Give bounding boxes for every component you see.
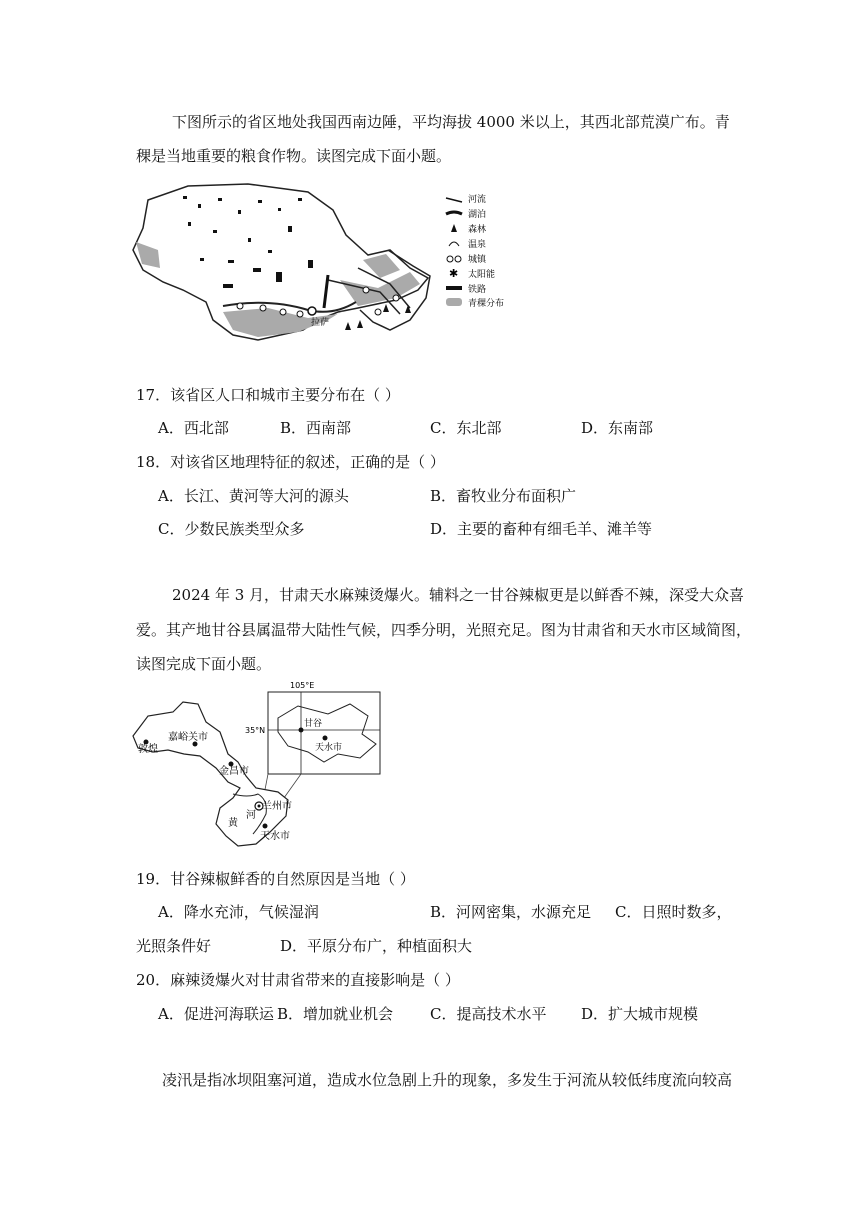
q17-option-d[interactable]: D．东南部 xyxy=(581,419,654,437)
legend-hotspring: 温泉 xyxy=(468,240,487,250)
lhasa-marker xyxy=(308,307,316,315)
river-label-he: 河 xyxy=(246,810,256,821)
city-lanzhou: 兰州市 xyxy=(262,801,292,812)
passage1-line2: 稞是当地重要的粮食作物。读图完成下面小题。 xyxy=(136,147,452,165)
q19-option-d[interactable]: D．平原分布广，种植面积大 xyxy=(280,937,473,955)
passage1-line1: 下图所示的省区地处我国西南边陲，平均海拔 4000 米以上，其西北部荒漠广布。青 xyxy=(172,113,730,131)
legend-railway: 铁路 xyxy=(468,285,487,295)
q17-option-a[interactable]: A．西北部 xyxy=(158,419,229,437)
lhasa-label: 拉萨 xyxy=(311,318,330,328)
q18-option-c[interactable]: C．少数民族类型众多 xyxy=(158,520,305,538)
legend-town: 城镇 xyxy=(468,255,487,265)
passage2-line2: 爱。其产地甘谷县属温带大陆性气候，四季分明，光照充足。图为甘肃省和天水市区域简图， xyxy=(136,621,752,639)
q18-option-b[interactable]: B．畜牧业分布面积广 xyxy=(430,487,577,505)
passage2-line1: 2024 年 3 月，甘肃天水麻辣烫爆火。辅料之一甘谷辣椒更是以鲜香不辣，深受大众喜 xyxy=(172,586,745,604)
inset-tianshui-label: 天水市 xyxy=(315,743,343,753)
tibet-map xyxy=(128,180,528,365)
q20-option-b[interactable]: B．增加就业机会 xyxy=(277,1005,394,1023)
q19-option-a[interactable]: A．降水充沛，气候湿润 xyxy=(158,903,319,921)
q19-stem: 19．甘谷辣椒鲜香的自然原因是当地（ ） xyxy=(136,870,415,888)
map1-legend xyxy=(446,193,504,309)
inset-gangu-label: 甘谷 xyxy=(304,719,323,729)
q19-option-c-cont[interactable]: 光照条件好 xyxy=(136,937,212,955)
q17-stem: 17．该省区人口和城市主要分布在（ ） xyxy=(136,386,400,404)
city-dunhuang: 敦煌 xyxy=(138,744,158,755)
city-jinchang: 金昌市 xyxy=(219,766,249,777)
city-jiayuguan: 嘉峪关市 xyxy=(168,732,208,743)
river-label-huang: 黄 xyxy=(228,818,238,829)
q18-option-d[interactable]: D．主要的畜种有细毛羊、滩羊等 xyxy=(430,520,653,538)
q18-stem: 18．对该省区地理特征的叙述，正确的是（ ） xyxy=(136,453,445,471)
q17-option-c[interactable]: C．东北部 xyxy=(430,419,502,437)
legend-solar: 太阳能 xyxy=(468,270,496,280)
city-tianshui: 天水市 xyxy=(260,831,290,842)
lat-label: 35°N xyxy=(245,726,266,735)
q20-option-d[interactable]: D．扩大城市规模 xyxy=(581,1005,699,1023)
q19-option-b[interactable]: B．河网密集，水源充足 xyxy=(430,903,592,921)
legend-river: 河流 xyxy=(468,195,487,205)
legend-forest: 森林 xyxy=(468,225,487,235)
q17-option-b[interactable]: B．西南部 xyxy=(280,419,352,437)
legend-lake: 湖泊 xyxy=(468,210,487,220)
gansu-map xyxy=(128,676,398,862)
sun-icon: ✱ xyxy=(449,267,459,280)
q19-option-c[interactable]: C．日照时数多， xyxy=(615,903,732,921)
lon-label: 105°E xyxy=(290,681,315,690)
q18-option-a[interactable]: A．长江、黄河等大河的源头 xyxy=(158,487,349,505)
q20-stem: 20．麻辣烫爆火对甘肃省带来的直接影响是（ ） xyxy=(136,971,460,989)
legend-qingke: 青稞分布 xyxy=(468,299,505,309)
passage2-line3: 读图完成下面小题。 xyxy=(136,655,272,673)
q20-option-a[interactable]: A．促进河海联运 xyxy=(158,1005,274,1023)
q20-option-c[interactable]: C．提高技术水平 xyxy=(430,1005,547,1023)
passage3-line1: 凌汛是指冰坝阻塞河道，造成水位急剧上升的现象，多发生于河流从较低纬度流向较高 xyxy=(162,1071,733,1089)
